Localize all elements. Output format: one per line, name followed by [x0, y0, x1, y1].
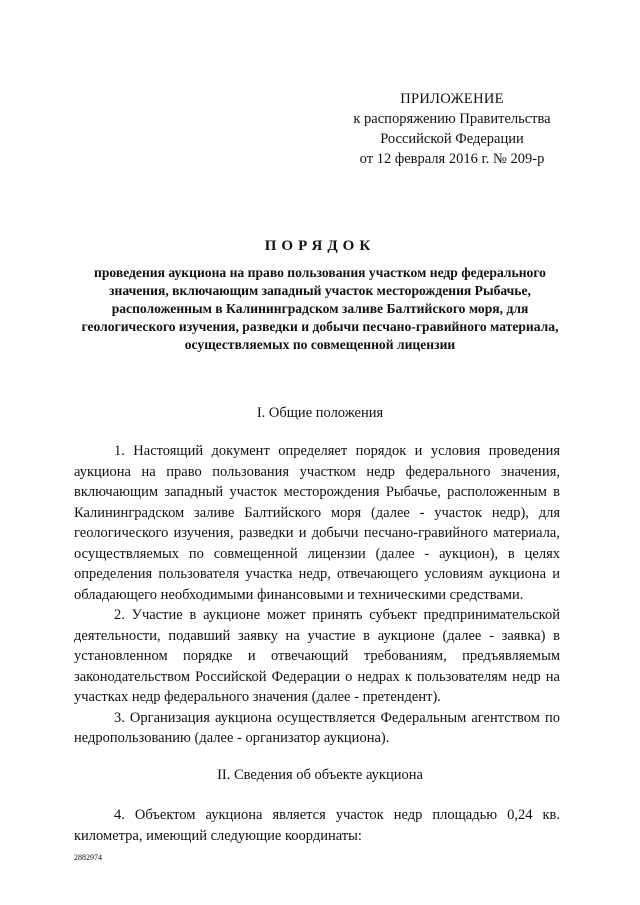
appendix-block — [322, 89, 582, 169]
paragraph-1: 1. Настоящий документ определяет порядок и условия проведения аукциона на право пользования участком недр федерального значения, включающим западный участок месторождения Рыбачье, расположенным в Калининградском заливе Балтийского моря (далее - участок недр), для геологического изучения, разведки и добычи песчано-гравийного материала, осуществляемых по совмещенной лицензии (далее - аукцион), в целях определения пользователя участка недр, отвечающего условиям аукциона и обладающего необходимыми финансовыми и техническими средствами. — [74, 443, 560, 603]
section-body-object — [74, 805, 560, 846]
appendix-line-2: Российской Федерации — [380, 131, 524, 147]
section-heading-object: II. Сведения об объекте аукциона — [217, 767, 423, 783]
appendix-line-3: от 12 февраля 2016 г. № 209-р — [359, 151, 545, 167]
document-title: ПОРЯДОК — [264, 238, 376, 254]
section-heading-general: I. Общие положения — [256, 405, 384, 421]
paragraph-2: 2. Участие в аукционе может принять субъект предпринимательской деятельности, подавший заявку на участие в аукционе (далее - заявка) в установленном порядке и отвечающий требованиям, предъявляемым законодательством Российской Федерации о недрах к пользователям недр на участках недр федерального значения (далее - претендент). — [74, 607, 560, 705]
section-body-general — [74, 441, 560, 749]
document-code: 2882974 — [74, 853, 102, 862]
appendix-line-1: к распоряжению Правительства — [353, 111, 551, 127]
document-subtitle: проведения аукциона на право пользования участком недр федерального значения, включающим западный участок месторождения Рыбачье, расположенным в Калининградском заливе Балтийского моря, для геологического изучения, разведки и добычи песчано-гравийного материала, осуществляемых по совмещенной лицензии — [81, 265, 559, 352]
appendix-heading: ПРИЛОЖЕНИЕ — [400, 91, 504, 107]
paragraph-4: 4. Объектом аукциона является участок недр площадью 0,24 кв. километра, имеющий следующие координаты: — [74, 807, 560, 844]
paragraph-3: 3. Организация аукциона осуществляется Федеральным агентством по недропользованию (далее - организатор аукциона). — [74, 709, 560, 746]
